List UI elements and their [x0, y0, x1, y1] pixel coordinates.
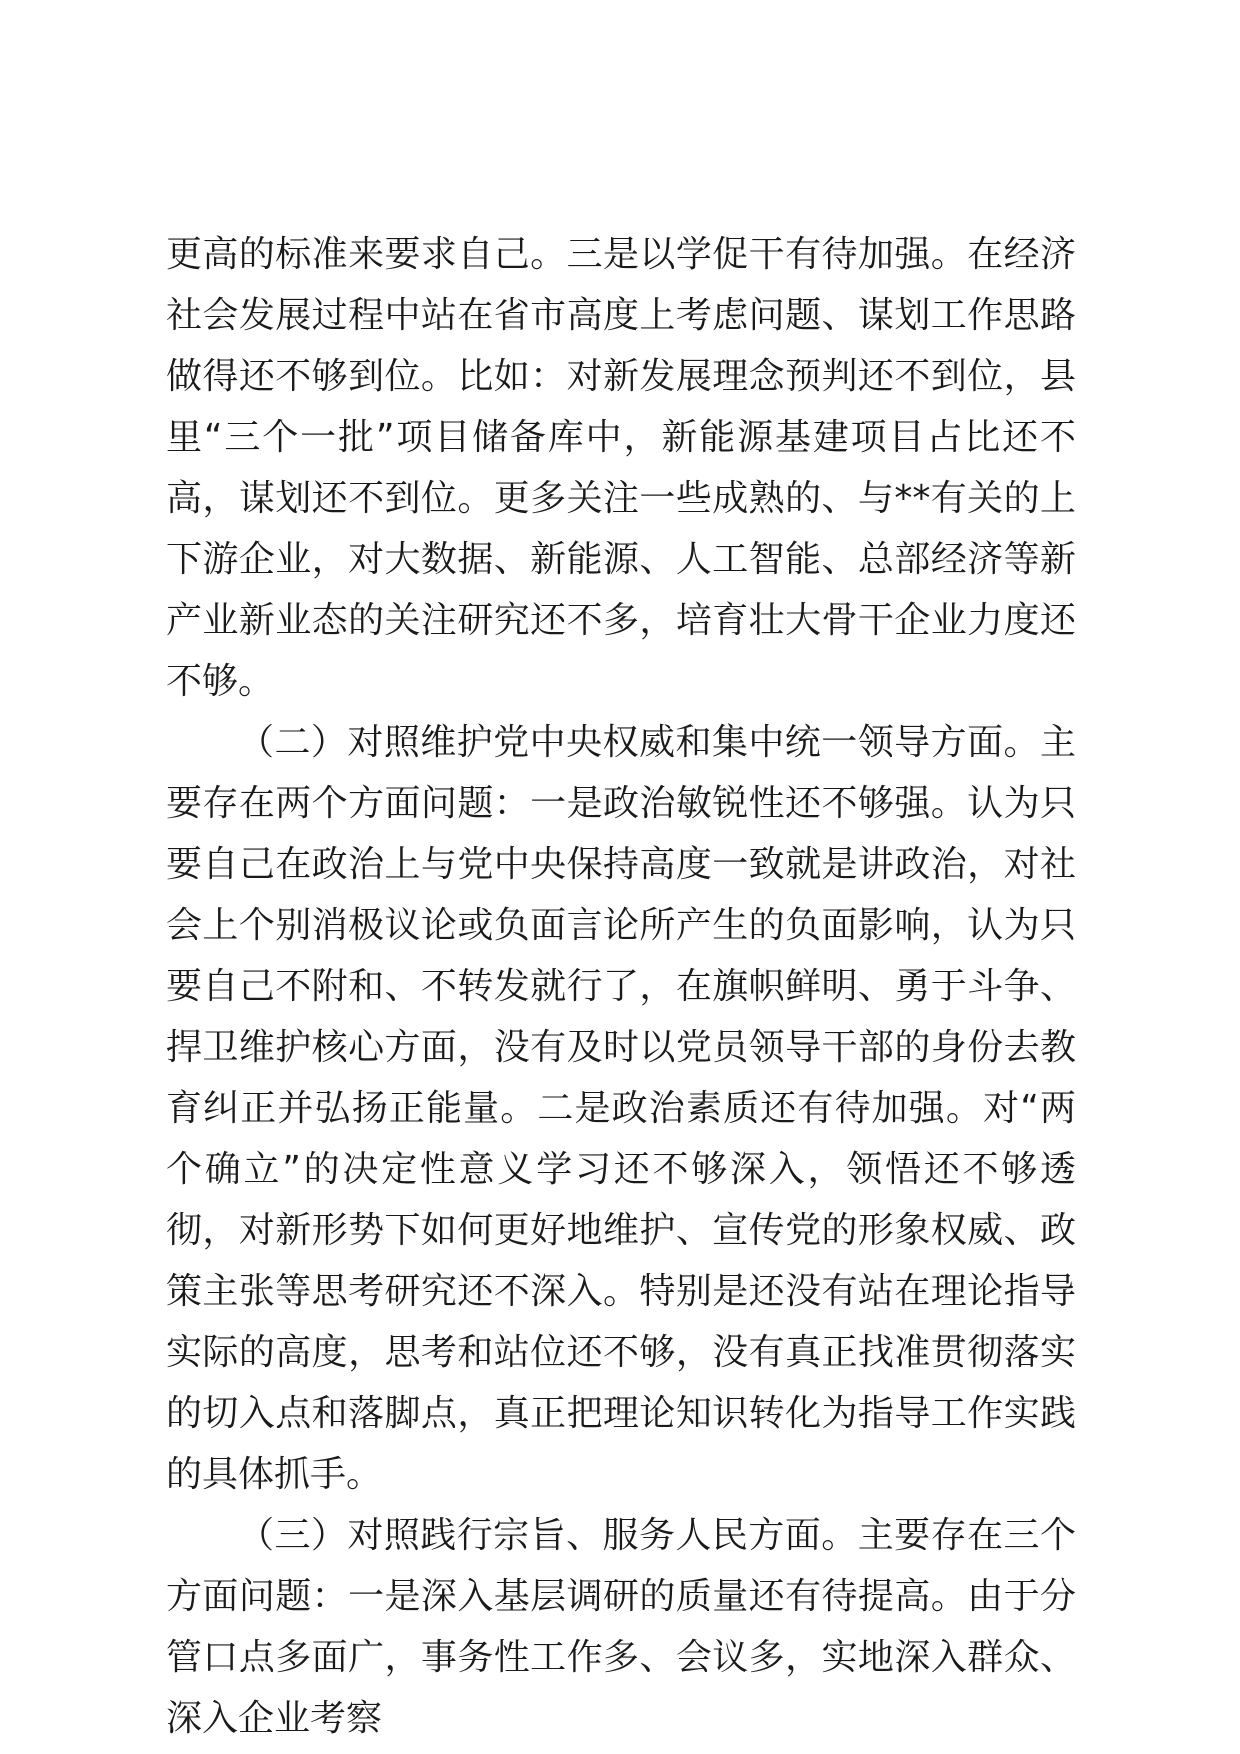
paragraph-section-two: （二）对照维护党中央权威和集中统一领导方面。主要存在两个方面问题：一是政治敏锐性还不够强。认为只要自己在政治上与党中央保持高度一致就是讲政治，对社会上个别消极议论或负面言论所产生的负面影响，认为只要自己不附和、不转发就行了，在旗帜鲜明、勇于斗争、捍卫维护核心方面，没有及时以党员领导干部的身份去教育纠正并弘扬正能量。二是政治素质还有待加强。对“两个确立”的决定性意义学习还不够深入，领悟还不够透彻，对新形势下如何更好地维护、宣传党的形象权威、政策主张等思考研究还不深入。特别是还没有站在理论指导实际的高度，思考和站位还不够，没有真正找准贯彻落实的切入点和落脚点，真正把理论知识转化为指导工作实践的具体抓手。	[166, 722, 1076, 1495]
document-body	[166, 224, 1076, 1749]
paragraph-continuation: 更高的标准来要求自己。三是以学促干有待加强。在经济社会发展过程中站在省市高度上考虑问题、谋划工作思路做得还不够到位。比如：对新发展理念预判还不到位，县里“三个一批”项目储备库中，新能源基建项目占比还不高，谋划还不到位。更多关注一些成熟的、与**有关的上下游企业，对大数据、新能源、人工智能、总部经济等新产业新业态的关注研究还不多，培育壮大骨干企业力度还不够。	[166, 234, 1076, 702]
paragraph-section-three: （三）对照践行宗旨、服务人民方面。主要存在三个方面问题：一是深入基层调研的质量还有待提高。由于分管口点多面广，事务性工作多、会议多，实地深入群众、深入企业考察	[166, 1515, 1076, 1739]
